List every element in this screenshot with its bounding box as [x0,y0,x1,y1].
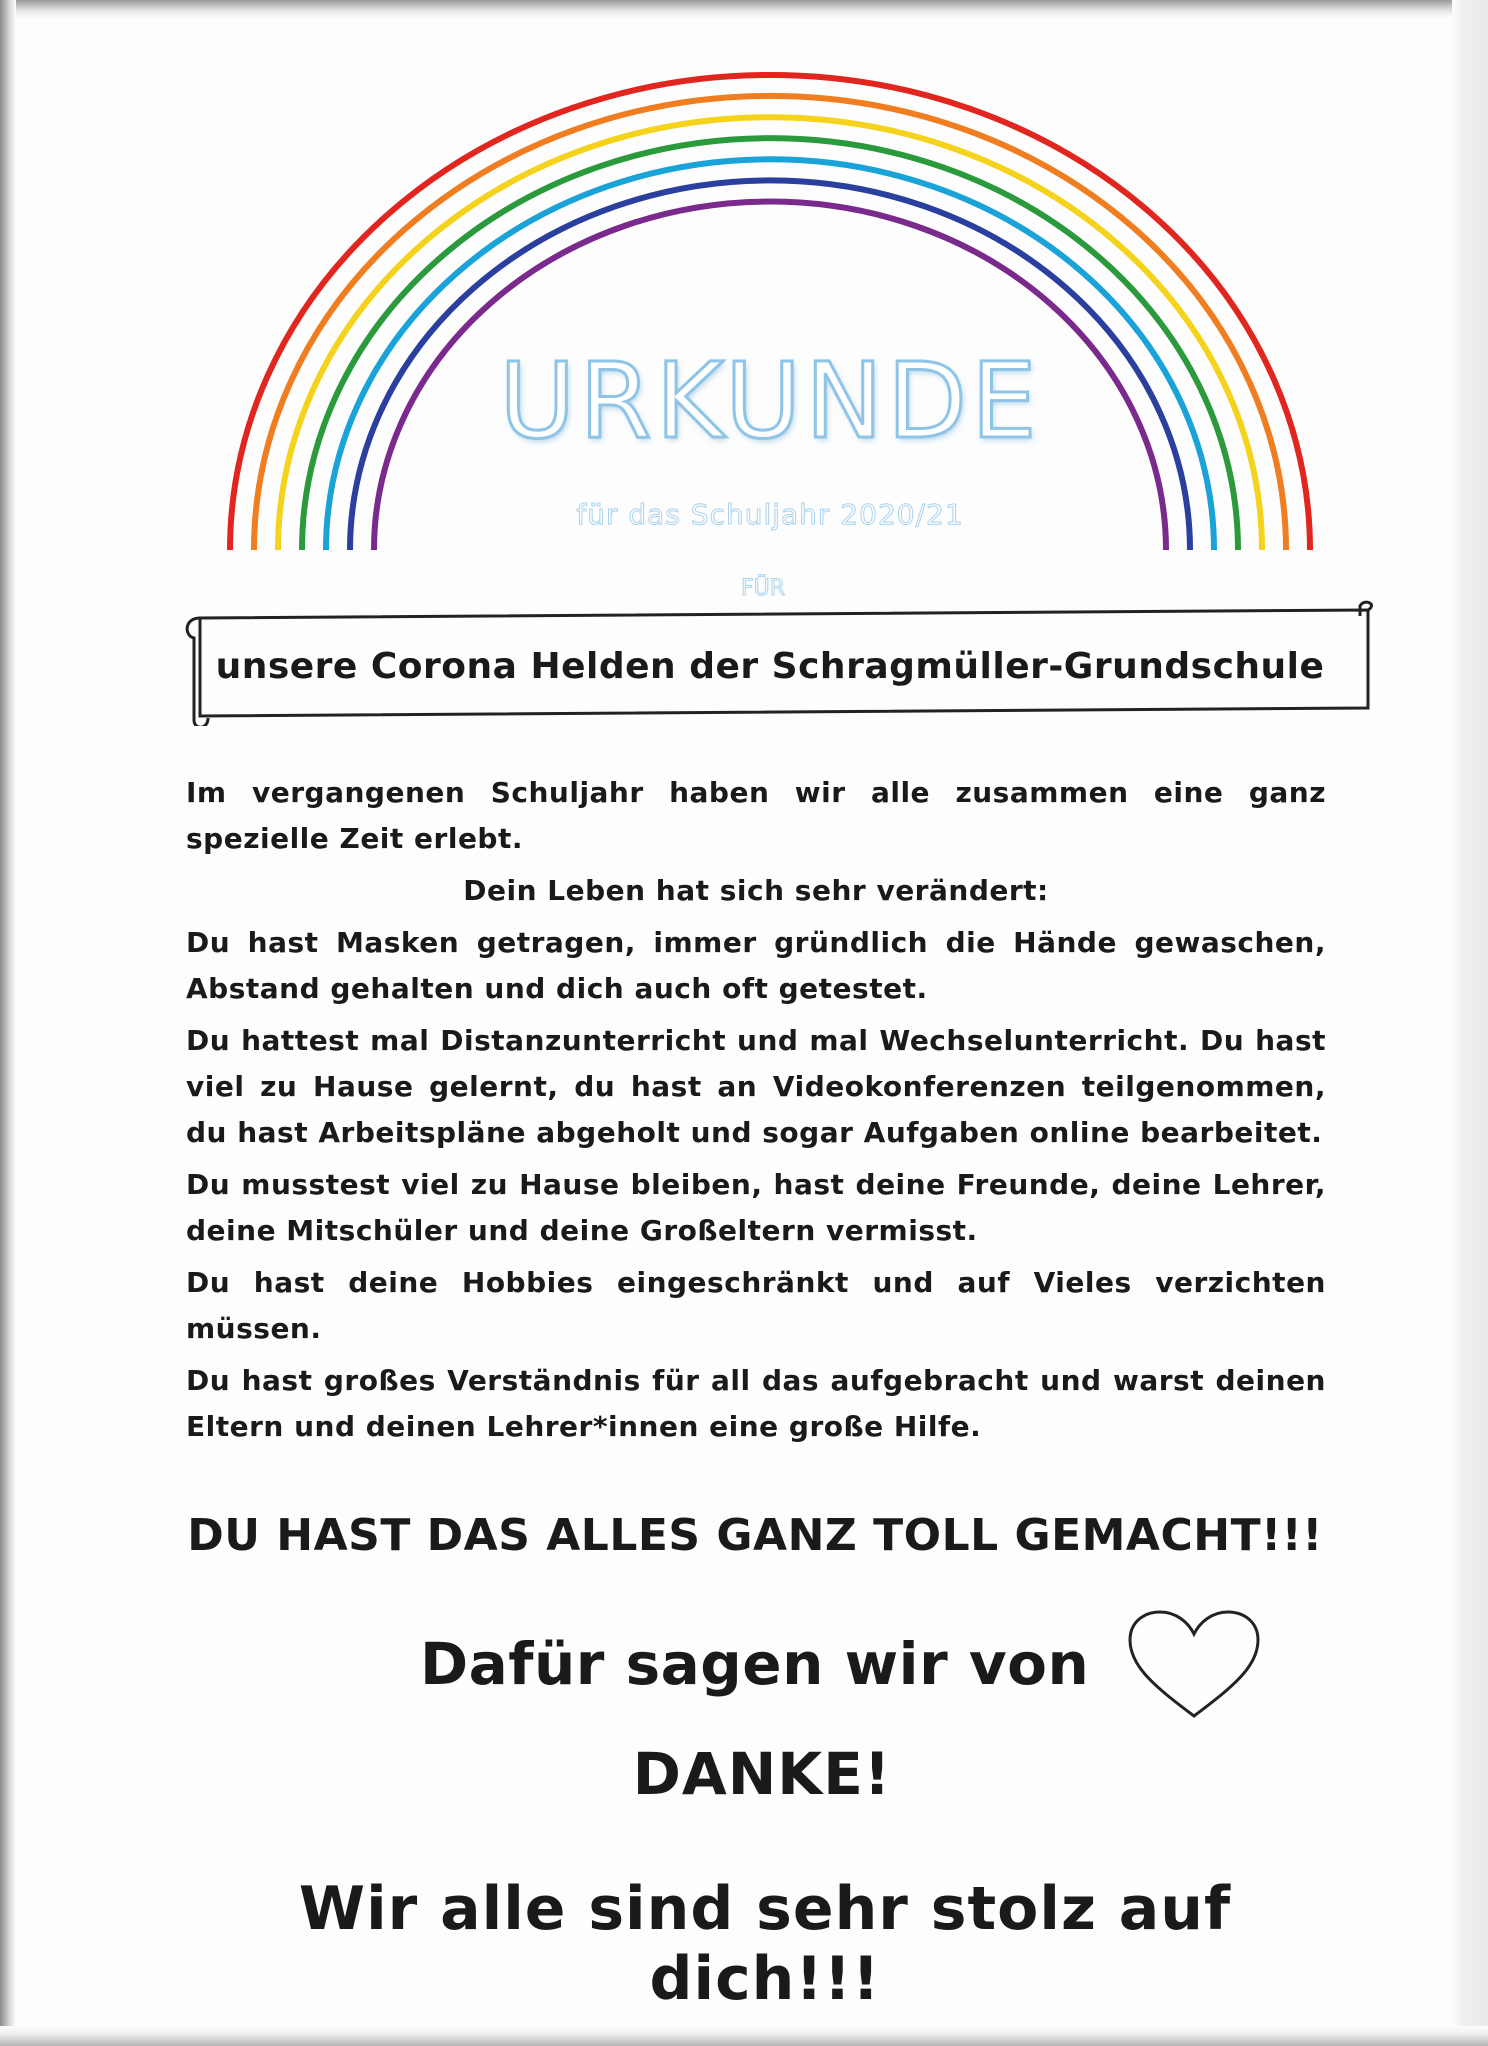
recipient-name: unsere Corona Helden der Schragmüller-Grundschule [215,646,1325,687]
praise-headline: DU HAST DAS ALLES GANZ TOLL GEMACHT!!! [187,1510,1323,1561]
rainbow-graphic [220,40,1330,560]
body-paragraph-6: Du hast deine Hobbies eingeschränkt und auf Vieles verzichten müssen. [186,1266,1326,1345]
body-paragraph-4: Du hattest mal Distanzunterricht und mal Wechselunterricht. Du hast viel zu Hause gelernt, du hast an Videokonferenzen teilgenommen, du hast Arbeitspläne abgeholt und sogar Aufgaben online bearbeitet. [186,1024,1326,1149]
scan-edge-bottom [0,2026,1488,2046]
thanks-line: Dafür sagen wir von [420,1630,1090,1698]
body-paragraph-5: Du musstest viel zu Hause bleiben, hast deine Freunde, deine Lehrer, deine Mitschüler und deine Großeltern vermisst. [186,1168,1326,1247]
proud-text: Wir alle sind sehr stolz auf dich!!! [298,1874,1232,2014]
heart-outline-icon [1124,1608,1264,1724]
scan-edge-top [0,0,1488,18]
certificate-body [186,770,1326,1456]
body-paragraph-2: Dein Leben hat sich sehr verändert: [463,874,1049,907]
school-year-subtitle: für das Schuljahr 2020/21 [576,498,964,531]
body-paragraph-1: Im vergangenen Schuljahr haben wir alle zusammen eine ganz spezielle Zeit erlebt. [186,776,1326,855]
danke-text: DANKE! [632,1740,892,1808]
for-label: FÜR [740,576,786,601]
body-paragraph-3: Du hast Masken getragen, immer gründlich die Hände gewaschen, Abstand gehalten und dich auch oft getestet. [186,926,1326,1005]
certificate-title: URKUNDE [499,340,1041,462]
body-paragraph-7: Du hast großes Verständnis für all das aufgebracht und warst deinen Eltern und deinen Lehrer*innen eine große Hilfe. [186,1364,1326,1443]
rainbow-arc-red [230,75,1310,550]
